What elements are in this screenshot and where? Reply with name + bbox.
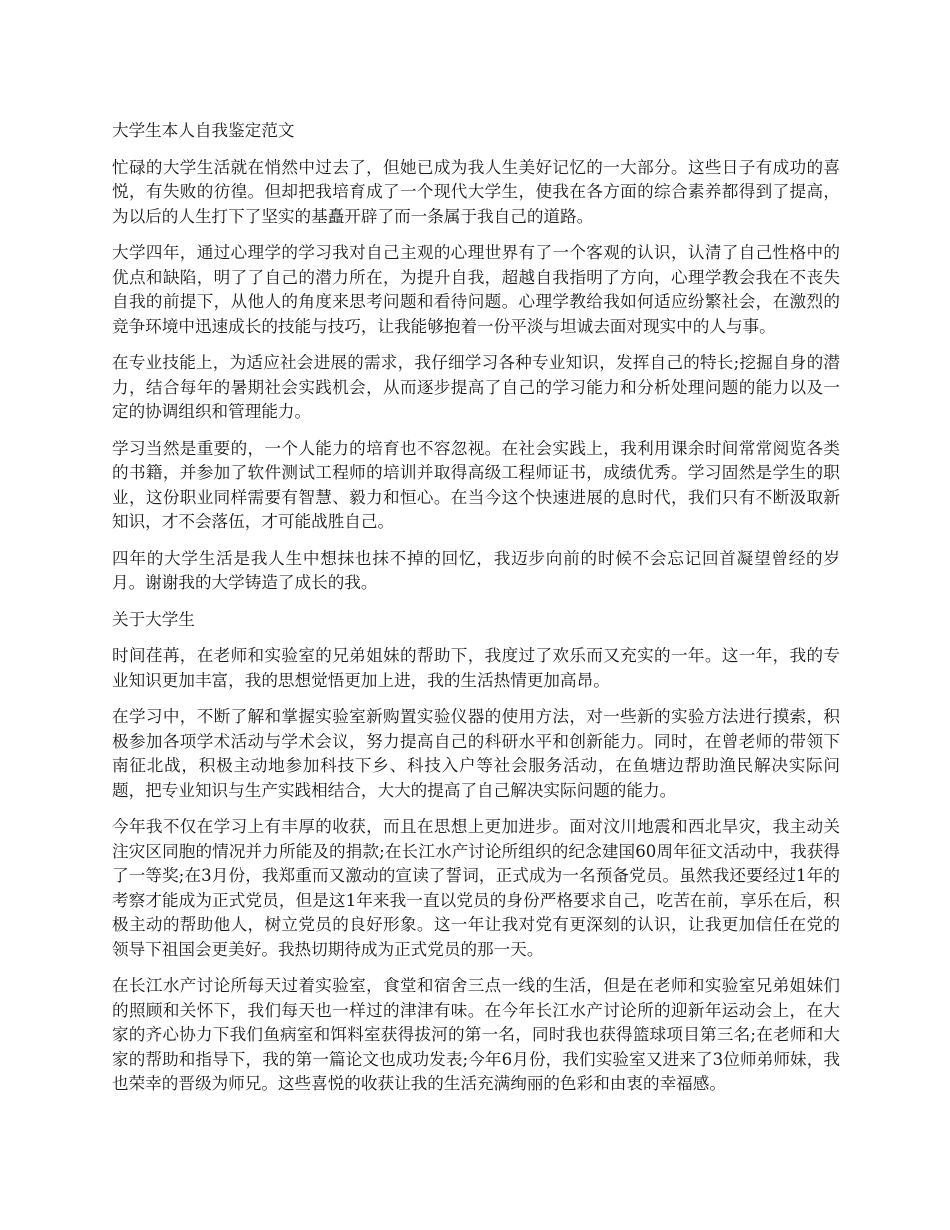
paragraph: 四年的大学生活是我人生中想抹也抹不掉的回忆，我迈步向前的时候不会忘记回首凝望曾经的岁月。谢谢我的大学铸造了成长的我。 (112, 548, 840, 592)
paragraph: 大学四年，通过心理学的学习我对自己主观的心理世界有了一个客观的认识，认清了自己性格中的优点和缺陷，明了了自己的潜力所在，为提升自我，超越自我指明了方向，心理学教会我在不丧失自我的前提下，从他人的角度来思考问题和看待问题。心理学教给我如何适应纷繁社会，在激烈的竞争环境中迅速成长的技能与技巧，让我能够抱着一份平淡与坦诚去面对现实中的人与事。 (112, 243, 840, 336)
paragraph: 在专业技能上，为适应社会进展的需求，我仔细学习各种专业知识，发挥自己的特长;挖掘自身的潜力，结合每年的暑期社会实践机会，从而逐步提高了自己的学习能力和分析处理问题的能力以及一定的协调组织和管理能力。 (112, 353, 840, 421)
paragraph: 在长江水产讨论所每天过着实验室，食堂和宿舍三点一线的生活，但是在老师和实验室兄弟姐妹们的照顾和关怀下，我们每天也一样过的津津有味。在今年长江水产讨论所的迎新年运动会上，在大家的齐心协力下我们鱼病室和饵料室获得拔河的第一名，同时我也获得篮球项目第三名;在老师和大家的帮助和指导下，我的第一篇论文也成功发表;今年6月份，我们实验室又进来了3位师弟师妹，我也荣幸的晋级为师兄。这些喜悦的收获让我的生活充满绚丽的色彩和由衷的幸福感。 (112, 976, 840, 1093)
paragraph: 在学习中，不断了解和掌握实验室新购置实验仪器的使用方法，对一些新的实验方法进行摸索，积极参加各项学术活动与学术会议，努力提高自己的科研水平和创新能力。同时，在曾老师的带领下南征北战，积极主动地参加科技下乡、科技入户等社会服务活动，在鱼塘边帮助渔民解决实际问题，把专业知识与生产实践相结合，大大的提高了自己解决实际问题的能力。 (112, 707, 840, 800)
section-subtitle: 关于大学生 (112, 609, 195, 629)
paragraph: 忙碌的大学生活就在悄然中过去了，但她已成为我人生美好记忆的一大部分。这些日子有成功的喜悦，有失败的彷徨。但却把我培育成了一个现代大学生，使我在各方面的综合素养都得到了提高，为以后的人生打下了坚实的基矗开辟了而一条属于我自己的道路。 (112, 157, 840, 226)
document-page (112, 119, 840, 1109)
paragraph: 今年我不仅在学习上有丰厚的收获，而且在思想上更加进步。面对汶川地震和西北旱灾，我主动关注灾区同胞的情况并力所能及的捐款;在长江水产讨论所组织的纪念建国60周年征文活动中，我获得了一等奖;在3月份，我郑重而又激动的宣读了誓词，正式成为一名预备党员。虽然我还要经过1年的考察才能成为正式党员，但是这1年来我一直以党员的身份严格要求自己，吃苦在前，享乐在后，积极主动的帮助他人，树立党员的良好形象。这一年让我对党有更深刻的认识，让我更加信任在党的领导下祖国会更美好。我热切期待成为正式党员的那一天。 (112, 817, 840, 959)
paragraph: 学习当然是重要的，一个人能力的培育也不容忽视。在社会实践上，我利用课余时间常常阅览各类的书籍，并参加了软件测试工程师的培训并取得高级工程师证书，成绩优秀。学习固然是学生的职业，这份职业同样需要有智慧、毅力和恒心。在当今这个快速进展的息时代，我们只有不断汲取新知识，才不会落伍，才可能战胜自己。 (112, 438, 840, 531)
paragraph: 时间荏苒，在老师和实验室的兄弟姐妹的帮助下，我度过了欢乐而又充实的一年。这一年，我的专业知识更加丰富，我的思想觉悟更加上进，我的生活热情更加高昂。 (112, 646, 840, 690)
document-title: 大学生本人自我鉴定范文 (112, 121, 295, 140)
